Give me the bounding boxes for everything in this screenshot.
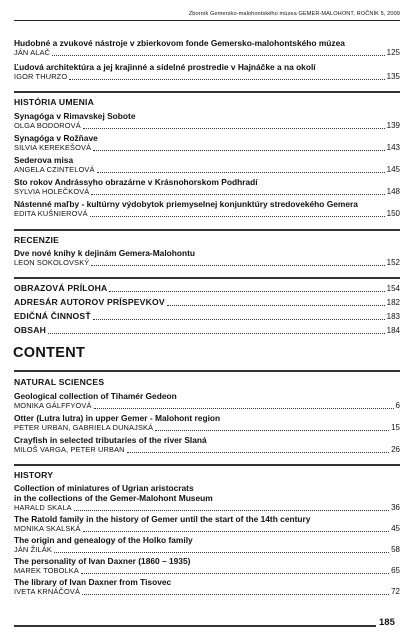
- footer-rule: [14, 625, 376, 627]
- section-rule: [14, 277, 400, 279]
- entry-author: JÁN ŽILÁK: [14, 545, 52, 554]
- dot-leader: [127, 451, 389, 453]
- dot-leader: [94, 407, 394, 409]
- toc-entry: [14, 535, 400, 555]
- toc-backmatter-entry: [14, 283, 400, 294]
- entry-title: Dve nové knihy k dejinám Gemera-Malohontu: [14, 248, 196, 258]
- entry-page: 58: [391, 545, 400, 554]
- entry-title: Ľudová architektúra a jej krajinné a sídelné prostredie v Hajnáčke a na okolí: [14, 62, 316, 72]
- section-rule: [14, 464, 400, 466]
- dot-leader: [74, 509, 389, 511]
- backmatter-label: EDIČNÁ ČINNOSŤ: [14, 311, 91, 321]
- dot-leader: [93, 318, 385, 320]
- dot-leader: [109, 290, 384, 292]
- dot-leader: [48, 332, 385, 334]
- entry-author: EDITA KUŠNIEROVÁ: [14, 209, 88, 218]
- entry-page: 15: [391, 423, 400, 432]
- entry-page: 26: [391, 445, 400, 454]
- entry-page: 143: [386, 143, 400, 152]
- section-heading: HISTÓRIA UMENIA: [14, 97, 95, 107]
- dot-leader: [167, 304, 385, 306]
- entry-title: The personality of Ivan Daxner (1860 – 1935): [14, 556, 191, 566]
- entry-title: Sederova misa: [14, 155, 74, 165]
- entry-page: 6: [395, 401, 400, 410]
- toc-entry: [14, 391, 400, 411]
- running-head: [14, 10, 400, 21]
- entry-page: 145: [386, 165, 400, 174]
- dot-leader: [82, 593, 389, 595]
- dot-leader: [155, 429, 389, 431]
- entry-author: ANGELA CZINTELOVÁ: [14, 165, 95, 174]
- entry-title-continued: in the collections of the Gemer-Malohont Museum: [14, 493, 213, 503]
- dot-leader: [97, 171, 385, 173]
- entry-title: Hudobné a zvukové nástroje v zbierkovom fonde Gemersko-malohontského múzea: [14, 38, 345, 48]
- dot-leader: [90, 215, 385, 217]
- dot-leader: [54, 551, 389, 553]
- section-rule: [14, 91, 400, 93]
- dot-leader: [83, 127, 385, 129]
- entry-author: IVETA KRNÁČOVÁ: [14, 587, 81, 596]
- section-heading: HISTORY: [14, 470, 54, 480]
- entry-author: OLGA BODOROVÁ: [14, 121, 81, 130]
- section-heading: RECENZIE: [14, 235, 60, 245]
- page-number: 185: [379, 617, 395, 628]
- entry-title: The origin and genealogy of the Holko family: [14, 535, 193, 545]
- entry-title: Collection of miniatures of Ugrian aristocrats: [14, 483, 194, 493]
- entry-page: 152: [386, 258, 400, 267]
- backmatter-page: 184: [386, 326, 400, 335]
- toc-entry: [14, 177, 400, 197]
- entry-author: MONIKA SKALSKÁ: [14, 524, 81, 533]
- entry-page: 65: [391, 566, 400, 575]
- entry-title: The Ratold family in the history of Gemer until the start of the 14th century: [14, 514, 311, 524]
- entry-title: The library of Ivan Daxner from Tisovec: [14, 577, 172, 587]
- dot-leader: [83, 530, 390, 532]
- entry-title: Geological collection of Tihamér Gedeon: [14, 391, 177, 401]
- toc-entry: [14, 155, 400, 175]
- dot-leader: [69, 78, 384, 80]
- entry-page: 45: [391, 524, 400, 533]
- toc-backmatter-entry: [14, 297, 400, 308]
- entry-page: 36: [391, 503, 400, 512]
- toc-entry: [14, 38, 400, 58]
- entry-author: MILOŠ VARGA, PETER URBAN: [14, 445, 125, 454]
- dot-leader: [91, 264, 384, 266]
- dot-leader: [81, 572, 389, 574]
- running-head-text: Zborník Gemersko-malohontského múzea GEMER-MALOHONT, ROČNÍK 5, 2009: [188, 11, 400, 17]
- entry-author: SYLVIA HOLEČKOVÁ: [14, 187, 90, 196]
- entry-author: HARALD SKALA: [14, 503, 72, 512]
- entry-page: 125: [386, 48, 400, 57]
- toc-entry: [14, 133, 400, 153]
- entry-author: JÁN ALAČ: [14, 48, 51, 57]
- section-rule: [14, 370, 400, 372]
- entry-author: SILVIA KEREKEŠOVÁ: [14, 143, 92, 152]
- entry-page: 150: [386, 209, 400, 218]
- entry-title: Synagóga v Rožňave: [14, 133, 98, 143]
- entry-title: Crayfish in selected tributaries of the river Slaná: [14, 435, 207, 445]
- entry-page: 139: [386, 121, 400, 130]
- toc-entry: [14, 199, 400, 219]
- entry-page: 135: [386, 72, 400, 81]
- entry-author: MONIKA GÁLFFYOVÁ: [14, 401, 92, 410]
- backmatter-label: OBRAZOVÁ PRÍLOHA: [14, 283, 108, 293]
- entry-page: 148: [386, 187, 400, 196]
- entry-title: Synagóga v Rimavskej Sobote: [14, 111, 136, 121]
- backmatter-label: ADRESÁR AUTOROV PRÍSPEVKOV: [14, 297, 165, 307]
- entry-author: IGOR THURZO: [14, 72, 68, 81]
- dot-leader: [52, 54, 385, 56]
- toc-entry: [14, 413, 400, 433]
- section-rule: [14, 229, 400, 231]
- entry-author: LEON SOKOLOVSKÝ: [14, 258, 90, 267]
- toc-entry: [14, 435, 400, 455]
- content-title: CONTENT: [13, 345, 86, 361]
- toc-backmatter-entry: [14, 311, 400, 322]
- dot-leader: [91, 193, 384, 195]
- toc-entry: [14, 111, 400, 131]
- backmatter-page: 182: [386, 298, 400, 307]
- toc-entry: [14, 577, 400, 597]
- toc-entry: [14, 483, 400, 513]
- dot-leader: [93, 149, 384, 151]
- backmatter-page: 183: [386, 312, 400, 321]
- toc-entry: [14, 514, 400, 534]
- entry-author: PETER URBAN, GABRIELA DUNAJSKÁ: [14, 423, 154, 432]
- entry-author: MAREK TOBOLKA: [14, 566, 79, 575]
- toc-entry: [14, 556, 400, 576]
- entry-title: Nástenné maľby - kultúrny výdobytok priemyselnej konjunktúry stredovekého Gemera: [14, 199, 358, 209]
- entry-title: Sto rokov Andrássyho obrazárne v Krásnohorskom Podhradí: [14, 177, 258, 187]
- entry-page: 72: [391, 587, 400, 596]
- entry-title: Otter (Lutra lutra) in upper Gemer - Malohont region: [14, 413, 221, 423]
- toc-entry: [14, 248, 400, 268]
- backmatter-label: OBSAH: [14, 325, 47, 335]
- toc-entry: [14, 62, 400, 82]
- backmatter-page: 154: [386, 284, 400, 293]
- section-heading: NATURAL SCIENCES: [14, 377, 105, 387]
- toc-backmatter-entry: [14, 325, 400, 336]
